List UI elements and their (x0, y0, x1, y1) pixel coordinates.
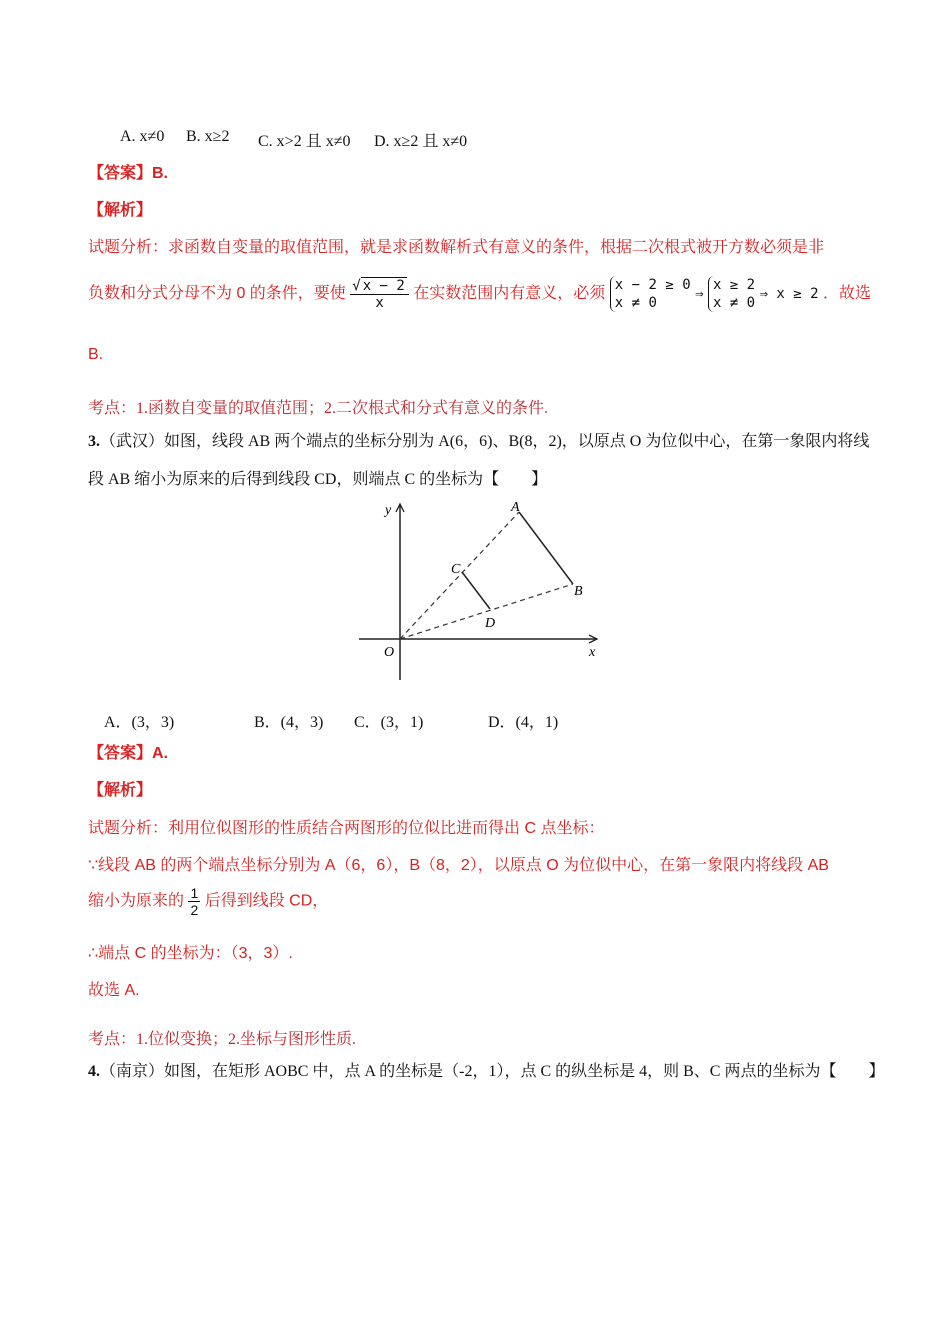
q4-number: 4. (88, 1063, 100, 1080)
q2-analysis-line2-c: ．故选 (823, 285, 872, 303)
q3-number: 3. (88, 433, 100, 450)
q3-analysis-line2: ∵线段 AB 的两个端点坐标分别为 A（6，6），B（8，2），以原点 O 为位似中心，在第一象限内将线段 AB (88, 857, 829, 874)
q2-system-1: x − 2 ≥ 0 x ≠ 0 (610, 276, 691, 312)
label-b: B (574, 584, 583, 599)
q3-stem-line1 (88, 428, 869, 451)
q3-fraction-numerator: 1 (190, 885, 199, 901)
q3-option-d: D．(4，1) (488, 714, 559, 731)
q2-analysis-line1: 试题分析：求函数自变量的取值范围，就是求函数解析式有意义的条件，根据二次根式被开方数必须是非 (88, 239, 825, 256)
q2-kaodian: 考点：1.函数自变量的取值范围；2.二次根式和分式有意义的条件. (88, 400, 549, 417)
q3-answer: 【答案】A. (88, 745, 169, 762)
segment-cd (462, 572, 490, 609)
q2-analysis-label: 【解析】 (88, 202, 153, 219)
q2-option-b: B. x≥2 (186, 128, 230, 145)
q3-analysis-line1: 试题分析：利用位似图形的性质结合两图形的位似比进而得出 C 点坐标： (88, 820, 605, 837)
q2-fraction-numerator: √ x − 2 (350, 278, 409, 295)
q2-fraction (350, 278, 409, 311)
label-y: y (385, 503, 392, 518)
label-o: O (384, 645, 395, 660)
q3-analysis-line3-b: 后得到线段 CD， (204, 892, 329, 910)
q2-analysis-line2 (88, 276, 871, 312)
q2-implies-1: ⇒ (695, 286, 704, 303)
q4-stem-line1-text: （南京）如图，在矩形 AOBC 中，点 A 的坐标是（-2，1），点 C 的纵坐标是 4，则 B、C 两点的坐标为【 】 (100, 1063, 885, 1080)
q3-analysis-line3-a: 缩小为原来的 (88, 892, 185, 910)
q3-analysis-line4: ∴端点 C 的坐标为：（3，3）. (88, 945, 293, 962)
q2-answer: 【答案】B. (88, 165, 169, 182)
q4-stem-line1 (88, 1058, 884, 1081)
q2-option-c: C. x>2 且 x≠0 (258, 133, 351, 150)
q3-analysis-line5: 故选 A. (88, 982, 140, 999)
q3-stem-line2: 段 AB 缩小为原来的后得到线段 CD，则端点 C 的坐标为【 】 (88, 471, 548, 488)
q2-system-2: x ≥ 2 x ≠ 0 (708, 276, 755, 312)
q3-analysis-label: 【解析】 (88, 782, 153, 799)
q3-option-b: B．(4，3) (254, 714, 324, 731)
q2-option-d: D. x≥2 且 x≠0 (374, 133, 468, 150)
q3-analysis-line3 (88, 885, 328, 918)
q2-fraction-denominator: x (375, 294, 384, 311)
q2-analysis-line2-b: 在实数范围内有意义，必须 (413, 285, 606, 303)
q3-stem-line1-text: （武汉）如图，线段 AB 两个端点的坐标分别为 A(6，6)、B(8，2)，以原点 O 为位似中心，在第一象限内将线 (100, 433, 870, 450)
q3-fraction-denominator: 2 (190, 902, 199, 918)
label-a: A (511, 500, 520, 515)
q2-analysis-line3: B. (88, 346, 104, 363)
q3-figure (355, 498, 605, 682)
label-c: C (451, 562, 461, 577)
q2-option-a: A. x≠0 (120, 128, 165, 145)
label-d: D (485, 616, 496, 631)
q3-fraction (188, 885, 200, 918)
q3-option-c: C．(3，1) (354, 714, 424, 731)
q3-kaodian: 考点：1.位似变换；2.坐标与图形性质. (88, 1031, 357, 1048)
q3-option-a: A．(3，3) (104, 714, 175, 731)
label-x: x (589, 645, 596, 660)
segment-ab (519, 512, 573, 584)
q2-implies-2: ⇒ x ≥ 2 (759, 286, 819, 303)
q2-analysis-line2-a: 负数和分式分母不为 0 的条件，要使 (88, 285, 346, 303)
